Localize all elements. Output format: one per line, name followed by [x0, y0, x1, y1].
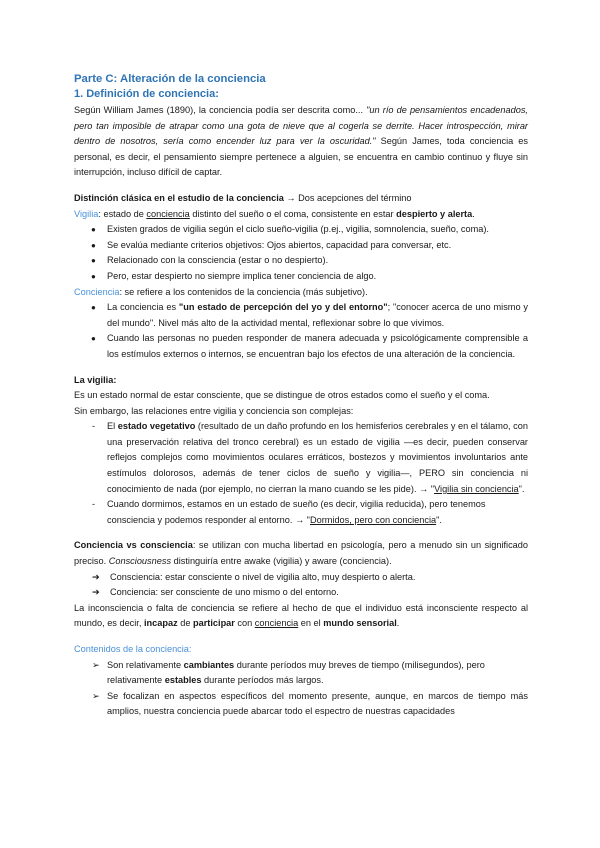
- arrow-right-icon: ➔: [92, 587, 100, 598]
- conciencia-link-2[interactable]: conciencia: [254, 618, 299, 629]
- inconsciencia-paragraph: La inconsciencia o falta de conciencia se refiere al hecho de que el individuo está inconsciente respecto al mundo, es decir, incapaz de participar con conciencia en el mundo sensorial.: [74, 602, 528, 629]
- arrow-right-icon: ➔: [92, 571, 100, 582]
- list-item: ➢ Se focalizan en aspectos específicos del momento presente, aunque, en marcos de tiempo más amplios, nuestra conciencia puede abarcar todo el espectro de nuestras capacidades: [92, 690, 528, 717]
- james-quote: "un río de pensamientos encadenados, pero tan imposible de atrapar como una gota de nieve que al cogerla se derrite. Hacer introspección, mirar dentro de nosotros, sería como encender luz para ver la oscuridad.": [74, 105, 528, 147]
- dash-marker: -: [92, 499, 96, 510]
- vigilia-bullet-list: [74, 222, 528, 284]
- conciencia-label: Conciencia: [74, 286, 120, 297]
- bullet-dot-icon: ●: [91, 334, 96, 344]
- bullet-dot-icon: ●: [91, 240, 96, 250]
- list-item: - El estado vegetativo (resultado de un daño profundo en los hemisferios cerebrales y en el tálamo, con una preservación relativa del tronco cerebral) es un estado de vigilia —es decir, pueden conservar reflejos complejos como movimientos oculares erráticos, bostezos y movimientos involuntarios ante estímulos dolorosos, además de tener ciclos de sueño y vigilia—, PERO sin conciencia ni conocimiento de nada (por ejemplo, no cierran la mano cuando se les pide). → "Vigilia sin conciencia".: [92, 421, 528, 494]
- conciencia-definition: Conciencia: se refiere a los contenidos de la conciencia (más subjetivo).: [74, 286, 368, 297]
- list-item: ➢ Son relativamente cambiantes durante períodos muy breves de tiempo (milisegundos), pero relativamente estables durante períodos más largos.: [92, 659, 485, 686]
- vigilia-section-title: La vigilia:: [74, 374, 117, 385]
- vigilia-sin-conciencia-link[interactable]: Vigilia sin conciencia: [434, 483, 519, 494]
- part-heading: Parte C: Alteración de la conciencia: [74, 73, 266, 85]
- list-item: - Cuando dormimos, estamos en un estado de sueño (es decir, vigilia reducida), pero tenemos consciencia y podemos responder al entorno. → "Dormidos, pero con conciencia".: [92, 499, 486, 525]
- vigilia-definition: Vigilia: estado de conciencia distinto del sueño o el coma, consistente en estar despierto y alerta.: [74, 208, 475, 219]
- conciencia-link[interactable]: conciencia: [146, 208, 190, 219]
- triangle-arrow-icon: ➢: [92, 659, 100, 670]
- triangle-arrow-icon: ➢: [92, 690, 100, 701]
- list-item: ● La conciencia es "un estado de percepción del yo y del entorno"; "conocer acerca de uno mismo y del mundo". Nivel más alto de la actividad mental, reflexionar sobre lo que vivimos.: [91, 302, 529, 328]
- arrow-list: [74, 570, 528, 601]
- bullet-dot-icon: ●: [91, 225, 96, 235]
- intro-paragraph: Según William James (1890), la conciencia podía ser descrita como... "un río de pensamientos encadenados, pero tan imposible de atrapar como una gota de nieve que al cogerla se derrite. Hacer introspección, mirar dentro de nosotros, sería como encender luz para ver la oscuridad." Según James, toda conciencia es personal, es decir, el pensamiento siempre pertenece a alguien, se encuentra en cambio continuo y fluye sin interrupción, incluso difícil de captar.: [74, 105, 528, 178]
- conciencia-bullet-list: [74, 300, 528, 362]
- document-body: [74, 70, 528, 720]
- list-item: ● Cuando las personas no pueden responder de manera adecuada y psicológicamente comprensible a los estímulos externos o internos, se encuentran bajo los efectos de una alteración de la conciencia.: [91, 333, 528, 359]
- vigilia-paragraph-2: Sin embargo, las relaciones entre vigilia y conciencia son complejas:: [74, 405, 354, 416]
- vigilia-dash-list: [74, 419, 528, 528]
- distincion-line: Distinción clásica en el estudio de la conciencia → Dos acepciones del término: [74, 192, 412, 203]
- contenidos-title: Contenidos de la conciencia:: [74, 644, 192, 654]
- list-item: ● Se evalúa mediante criterios objetivos: Ojos abiertos, capacidad para conversar, etc.: [74, 238, 528, 254]
- bullet-dot-icon: ●: [91, 271, 96, 281]
- section-heading-definition: 1. Definición de conciencia:: [74, 88, 219, 100]
- dormidos-link[interactable]: Dormidos, pero con conciencia: [309, 514, 437, 525]
- list-item: ➔ Conciencia: ser consciente de uno mismo o del entorno.: [74, 585, 528, 601]
- list-item: ● Relacionado con la consciencia (estar o no despierto).: [74, 253, 528, 269]
- list-item: ● Existen grados de vigilia según el ciclo sueño-vigilia (p.ej., vigilia, somnolencia, sueño, coma).: [74, 222, 528, 238]
- list-item: ● Pero, estar despierto no siempre implica tener conciencia de algo.: [74, 269, 528, 285]
- contenidos-list: [74, 658, 528, 720]
- conciencia-vs-consciencia: Conciencia vs consciencia: se utilizan con mucha libertad en psicología, pero a menudo sin un significado preciso. Consciousness distinguiría entre awake (vigilia) y aware (conciencia).: [74, 540, 528, 567]
- list-item: ➔ Consciencia: estar consciente o nivel de vigilia alto, muy despierto o alerta.: [74, 570, 528, 586]
- vigilia-paragraph-1: Es un estado normal de estar consciente, que se distingue de otros estados como el sueño y el coma.: [74, 390, 490, 401]
- dash-marker: -: [92, 421, 96, 432]
- bullet-dot-icon: ●: [91, 303, 96, 313]
- vigilia-label: Vigilia: [74, 208, 99, 219]
- bullet-dot-icon: ●: [91, 256, 96, 266]
